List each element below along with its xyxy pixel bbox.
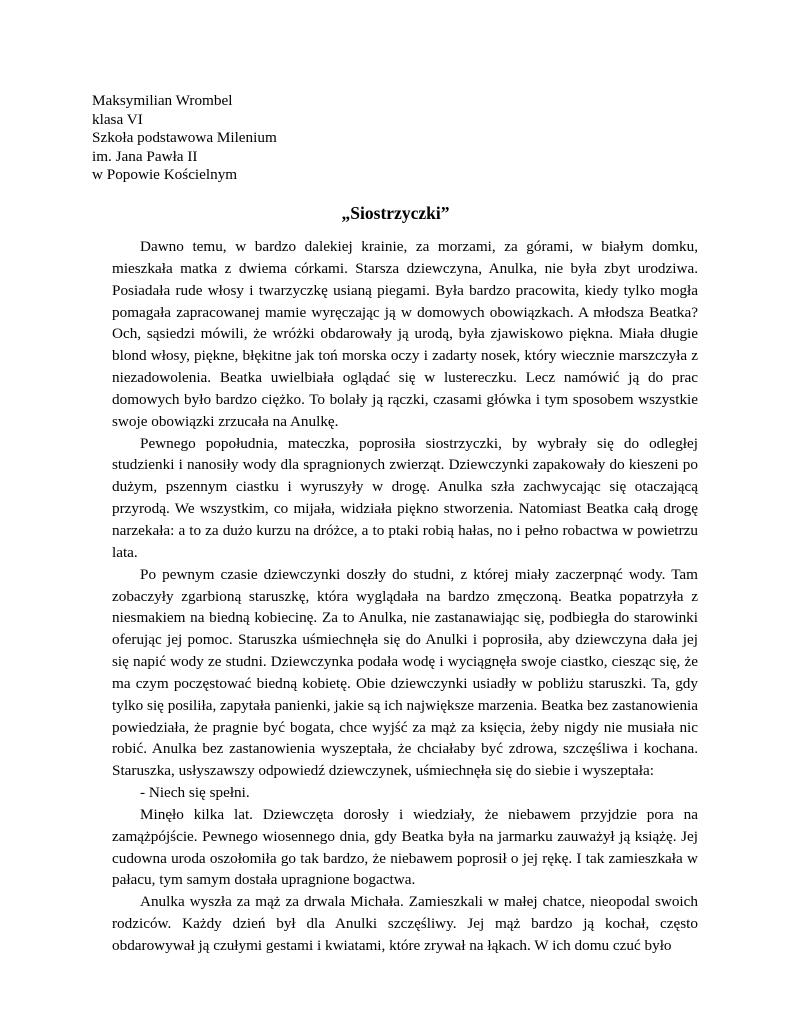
author-class: klasa VI [92, 110, 143, 128]
story-title: „Siostrzyczki” [341, 203, 450, 223]
paragraph: Anulka wyszła za mąż za drwala Michała. Zamieszkali w małej chatce, nieopodal swoich rodziców. Każdy dzień był dla Anulki szczęśliwy. Jej mąż bardzo ją kochał, często obdarowywał ją czułymi gestami i kwiatami, które zrywał na łąkach. W ich domu czuć było [112, 893, 698, 954]
school-name: Szkoła podstawowa Milenium [92, 129, 277, 146]
author-name: Maksymilian Wrombel [92, 92, 233, 109]
paragraph: Po pewnym czasie dziewczynki doszły do studni, z której miały zaczerpnąć wody. Tam zobaczyły zgarbioną staruszkę, która wyglądała na bardzo zmęczoną. Beatka popatrzyła z niesmakiem na biedną kobiecinę. Za to Anulka, nie zastanawiając się, podbiegła do starowinki oferując jej pomoc. Staruszka uśmiechnęła się do Anulki i poprosiła, aby dziewczyna dała jej się napić wody ze studni. Dziewczynka podała wodę i wyciągnęła swoje ciastko, ciesząc się, że ma czym poczęstować biedną kobietę. Obie dziewczynki usiadły w pobliżu staruszki. Ta, gdy tylko się posiliła, zapytała panienki, jakie są ich największe marzenia. Beatka bez zastanowienia powiedziała, że pragnie być bogata, chce wyjść za mąż za księcia, żeby nigdy nie musiała nic robić. Anulka bez zastanowienia wyszeptała, że chciałaby być zdrowa, szczęśliwa i kochana. Staruszka, usłyszawszy odpowiedź dziewczynek, uśmiechnęła się do siebie i wyszeptała: [112, 565, 698, 780]
school-location: w Popowie Kościelnym [92, 166, 238, 183]
paragraph: Dawno temu, w bardzo dalekiej krainie, za morzami, za górami, w białym domku, mieszkała matka z dwiema córkami. Starsza dziewczyna, Anulka, nie była zbyt urodziwa. Posiadała rude włosy i twarzyczkę usianą piegami. Była bardzo pracowita, kiedy tylko mogła pomagała zapracowanej mamie wyręczając ją w domowych obowiązkach. A młodsza Beatka? Och, sąsiedzi mówili, że wróżki obdarowały ją urodą, była zjawiskowo piękna. Miała długie blond włosy, piękne, błękitne jak toń morska oczy i zadarty nosek, który wiecznie marszczyła z niezadowolenia. Beatka uwielbiała oglądać się w lustereczku. Lecz namówić ją do prac domowych było bardzo ciężko. To bolały ją rączki, czasami główka i tym sposobem wszystkie swoje obowiązki zrzucała na Anulkę. [112, 238, 698, 430]
dialogue-line: - Niech się spełni. [140, 784, 250, 802]
author-block [92, 92, 277, 185]
school-patron: im. Jana Pawła II [92, 147, 198, 165]
paragraph: Minęło kilka lat. Dziewczęta dorosły i wiedziały, że niebawem przyjdzie pora na zamążpójście. Pewnego wiosennego dnia, gdy Beatka była na jarmarku zauważył ją książę. Jej cudowna uroda oszołomiła go tak bardzo, że niebawem poprosił o jej rękę. I tak zamieszkała w pałacu, tym samym dostała upragnione bogactwa. [112, 805, 698, 889]
paragraph: Pewnego popołudnia, mateczka, poprosiła siostrzyczki, by wybrały się do odległej studzienki i nanosiły wody dla spragnionych zwierząt. Dziewczynki zapakowały do kieszeni po dużym, pszennym ciastku i wyruszyły w drogę. Anulka szła zachwycając się otaczającą przyrodą. We wszystkim, co mijała, widziała piękno stworzenia. Natomiast Beatka całą drogę narzekała: a to za dużo kurzu na dróżce, a to ptaki robią hałas, no i pełno robactwa w powietrzu lata. [112, 434, 698, 561]
story-body [112, 236, 698, 957]
